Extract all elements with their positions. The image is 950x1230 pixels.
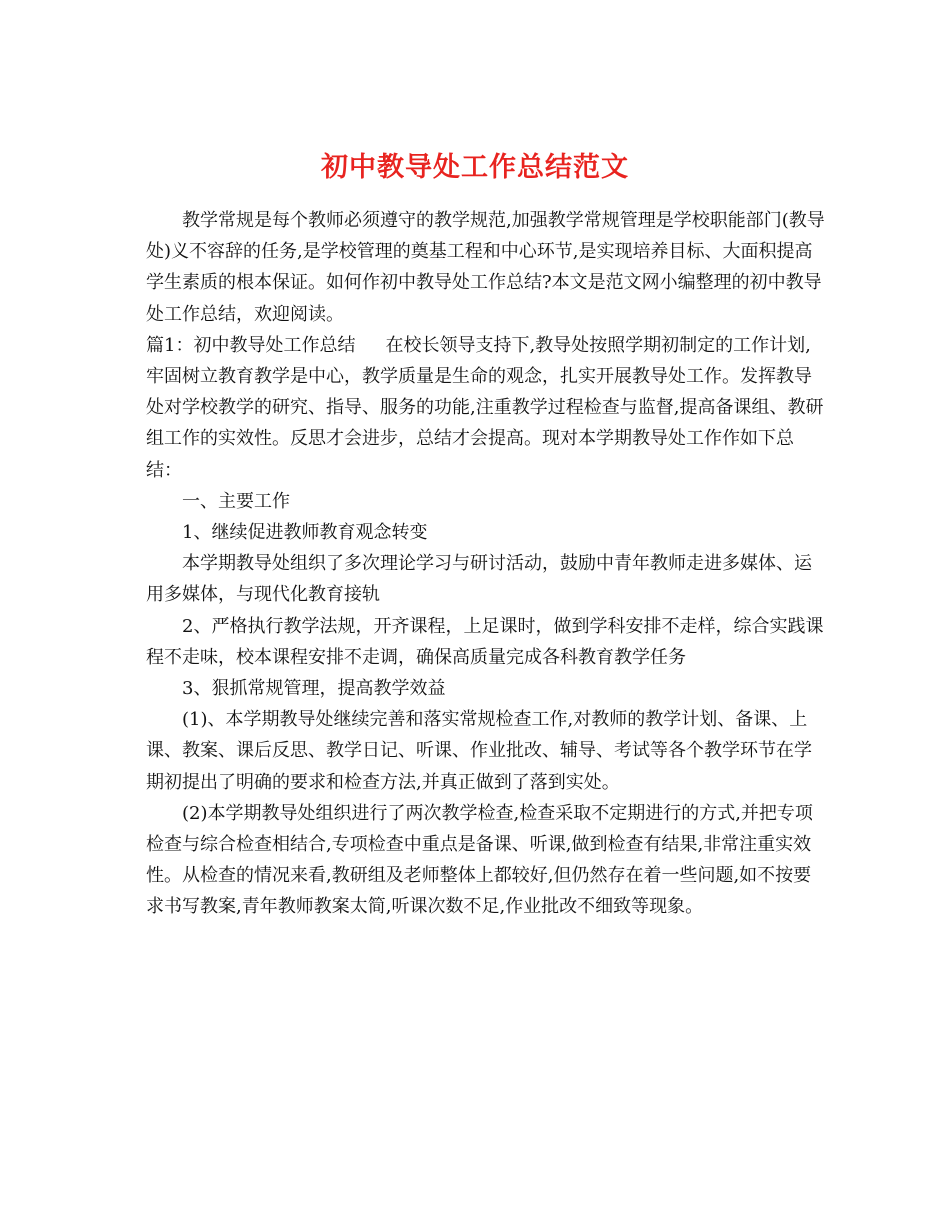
item1-heading: 1、继续促进教师教育观念转变 (182, 522, 428, 544)
chapter-label: 篇1：初中教导处工作总结 (146, 334, 356, 356)
item1-paragraph: 本学期教导处组织了多次理论学习与研讨活动，鼓励中青年教师走进多媒体、运用多媒体，与现代化教育接轨 (146, 553, 812, 606)
document-body (146, 205, 826, 923)
chapter-text: 在校长领导支持下,教导处按照学期初制定的工作计划,牢固树立教育教学是中心，教学质量是生命的观念，扎实开展教导处工作。发挥教导处对学校教学的研究、指导、服务的功能,注重教学过程检查与监督,提高备课组、教研组工作的实效性。反思才会进步，总结才会提高。现对本学期教导处工作作如下总结： (146, 334, 824, 481)
document-title: 初中教导处工作总结范文 (321, 152, 629, 184)
item3-sub2-paragraph: (2)本学期教导处组织进行了两次教学检查,检查采取不定期进行的方式,并把专项检查与综合检查相结合,专项检查中重点是备课、听课,做到检查有结果,非常注重实效性。从检查的情况来看,教研组及老师整体上都较好,但仍然存在着一些问题,如不按要求书写教案,青年教师教案太简,听课次数不足,作业批改不细致等现象。 (146, 802, 813, 918)
chapter-paragraph (146, 330, 826, 486)
item2-paragraph: 2、严格执行教学法规，开齐课程，上足课时，做到学科安排不走样，综合实践课程不走味，校本课程安排不走调，确保高质量完成各科教育教学任务 (146, 615, 824, 668)
intro-paragraph: 教学常规是每个教师必须遵守的教学规范,加强教学常规管理是学校职能部门(教导处)义不容辞的任务,是学校管理的奠基工程和中心环节,是实现培养目标、大面积提高学生素质的根本保证。如何作初中教导处工作总结?本文是范文网小编整理的初中教导处工作总结，欢迎阅读。 (146, 210, 825, 325)
item3-sub1-paragraph: (1)、本学期教导处继续完善和落实常规检查工作,对教师的教学计划、备课、上课、教案、课后反思、教学日记、听课、作业批改、辅导、考试等各个教学环节在学期初提出了明确的要求和检查方法,并真正做到了落到实处。 (146, 709, 812, 793)
item3-heading: 3、狠抓常规管理，提高教学效益 (182, 678, 446, 700)
section-heading: 一、主要工作 (182, 490, 290, 512)
